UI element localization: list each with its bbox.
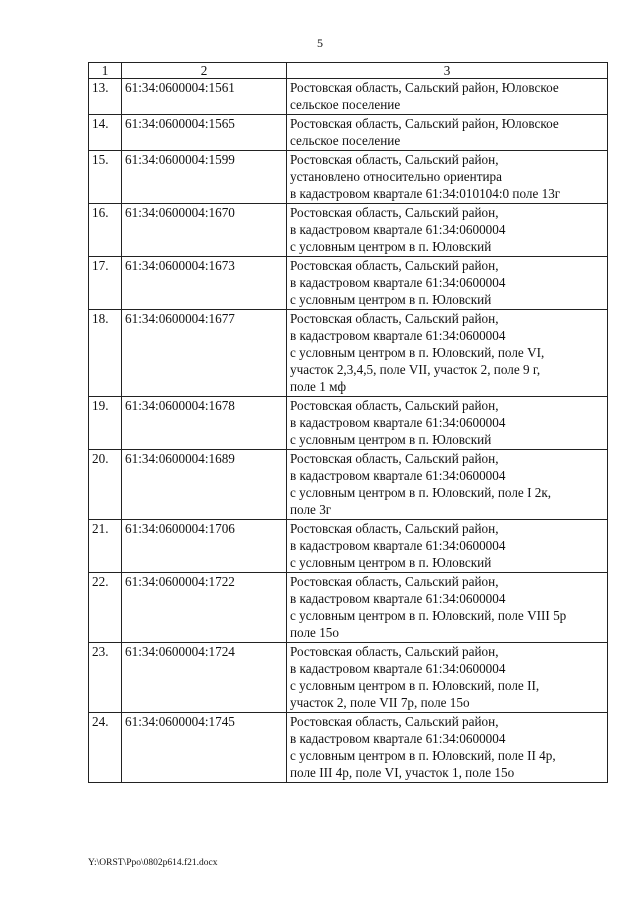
table-row (89, 450, 608, 520)
cadastral-number: 61:34:0600004:1561 (122, 79, 287, 115)
address-line: Ростовская область, Сальский район, (290, 152, 499, 167)
address-line: с условным центром в п. Юловский, поле I 2к, (290, 485, 552, 500)
row-number: 22. (89, 573, 122, 643)
address-line: Ростовская область, Сальский район, Юловское (290, 116, 559, 131)
plot-address (287, 643, 608, 713)
address-line: в кадастровом квартале 61:34:0600004 (290, 591, 506, 606)
table-row (89, 257, 608, 310)
address-line: Ростовская область, Сальский район, (290, 398, 499, 413)
address-line: участок 2, поле VII 7р, поле 15о (290, 695, 470, 710)
plot-address (287, 79, 608, 115)
cadastral-number: 61:34:0600004:1599 (122, 151, 287, 204)
address-line: поле 1 мф (290, 379, 346, 394)
address-line: поле 15о (290, 625, 339, 640)
table-row (89, 115, 608, 151)
address-line: в кадастровом квартале 61:34:0600004 (290, 415, 506, 430)
plot-address (287, 151, 608, 204)
address-line: Ростовская область, Сальский район, (290, 205, 499, 220)
address-line: Ростовская область, Сальский район, (290, 521, 499, 536)
row-number: 18. (89, 310, 122, 397)
plot-address (287, 115, 608, 151)
table-row (89, 310, 608, 397)
column-header-cadastral: 2 (122, 63, 287, 79)
page-number: 5 (317, 36, 323, 50)
row-number: 21. (89, 520, 122, 573)
address-line: в кадастровом квартале 61:34:0600004 (290, 538, 506, 553)
table-row (89, 573, 608, 643)
table-body (89, 79, 608, 783)
address-line: сельское поселение (290, 133, 401, 148)
table-row (89, 79, 608, 115)
address-line: Ростовская область, Сальский район, Юловское (290, 80, 559, 95)
row-number: 13. (89, 79, 122, 115)
address-line: с условным центром в п. Юловский, поле II, (290, 678, 540, 693)
cadastral-number: 61:34:0600004:1670 (122, 204, 287, 257)
address-line: Ростовская область, Сальский район, (290, 451, 499, 466)
address-line: с условным центром в п. Юловский, поле VIII 5р (290, 608, 567, 623)
plot-address (287, 204, 608, 257)
plot-address (287, 520, 608, 573)
cadastral-number: 61:34:0600004:1706 (122, 520, 287, 573)
address-line: в кадастровом квартале 61:34:010104:0 поле 13г (290, 186, 561, 201)
address-line: сельское поселение (290, 97, 401, 112)
plot-address (287, 450, 608, 520)
cadastral-number: 61:34:0600004:1565 (122, 115, 287, 151)
address-line: Ростовская область, Сальский район, (290, 574, 499, 589)
address-line: поле 3г (290, 502, 332, 517)
table-row (89, 713, 608, 783)
row-number: 19. (89, 397, 122, 450)
plot-address (287, 310, 608, 397)
address-line: в кадастровом квартале 61:34:0600004 (290, 468, 506, 483)
table-row (89, 520, 608, 573)
address-line: в кадастровом квартале 61:34:0600004 (290, 222, 506, 237)
row-number: 16. (89, 204, 122, 257)
column-header-address: 3 (287, 63, 608, 79)
table-row (89, 204, 608, 257)
column-header-number: 1 (89, 63, 122, 79)
plot-address (287, 257, 608, 310)
address-line: с условным центром в п. Юловский, поле VI, (290, 345, 545, 360)
plot-address (287, 573, 608, 643)
address-line: в кадастровом квартале 61:34:0600004 (290, 661, 506, 676)
cadastral-number: 61:34:0600004:1722 (122, 573, 287, 643)
address-line: Ростовская область, Сальский район, (290, 258, 499, 273)
address-line: установлено относительно ориентира (290, 169, 502, 184)
table-row (89, 643, 608, 713)
row-number: 14. (89, 115, 122, 151)
address-line: Ростовская область, Сальский район, (290, 714, 499, 729)
address-line: Ростовская область, Сальский район, (290, 644, 499, 659)
table-row (89, 397, 608, 450)
address-line: с условным центром в п. Юловский, поле II 4р, (290, 748, 556, 763)
address-line: в кадастровом квартале 61:34:0600004 (290, 275, 506, 290)
row-number: 20. (89, 450, 122, 520)
cadastral-number: 61:34:0600004:1724 (122, 643, 287, 713)
cadastral-number: 61:34:0600004:1677 (122, 310, 287, 397)
plot-address (287, 713, 608, 783)
address-line: участок 2,3,4,5, поле VII, участок 2, поле 9 г, (290, 362, 541, 377)
address-line: с условным центром в п. Юловский (290, 555, 492, 570)
address-line: с условным центром в п. Юловский (290, 432, 492, 447)
address-line: Ростовская область, Сальский район, (290, 311, 499, 326)
row-number: 23. (89, 643, 122, 713)
address-line: в кадастровом квартале 61:34:0600004 (290, 328, 506, 343)
row-number: 24. (89, 713, 122, 783)
address-line: с условным центром в п. Юловский (290, 239, 492, 254)
cadastral-number: 61:34:0600004:1673 (122, 257, 287, 310)
table-header-row (89, 63, 608, 79)
cadastral-number: 61:34:0600004:1678 (122, 397, 287, 450)
land-plots-table (88, 62, 608, 783)
footer-file-path: Y:\ORST\Ppo\0802p614.f21.docx (88, 858, 218, 868)
address-line: поле III 4р, поле VI, участок 1, поле 15о (290, 765, 515, 780)
table-row (89, 151, 608, 204)
row-number: 15. (89, 151, 122, 204)
cadastral-number: 61:34:0600004:1689 (122, 450, 287, 520)
cadastral-number: 61:34:0600004:1745 (122, 713, 287, 783)
row-number: 17. (89, 257, 122, 310)
plot-address (287, 397, 608, 450)
address-line: с условным центром в п. Юловский (290, 292, 492, 307)
address-line: в кадастровом квартале 61:34:0600004 (290, 731, 506, 746)
